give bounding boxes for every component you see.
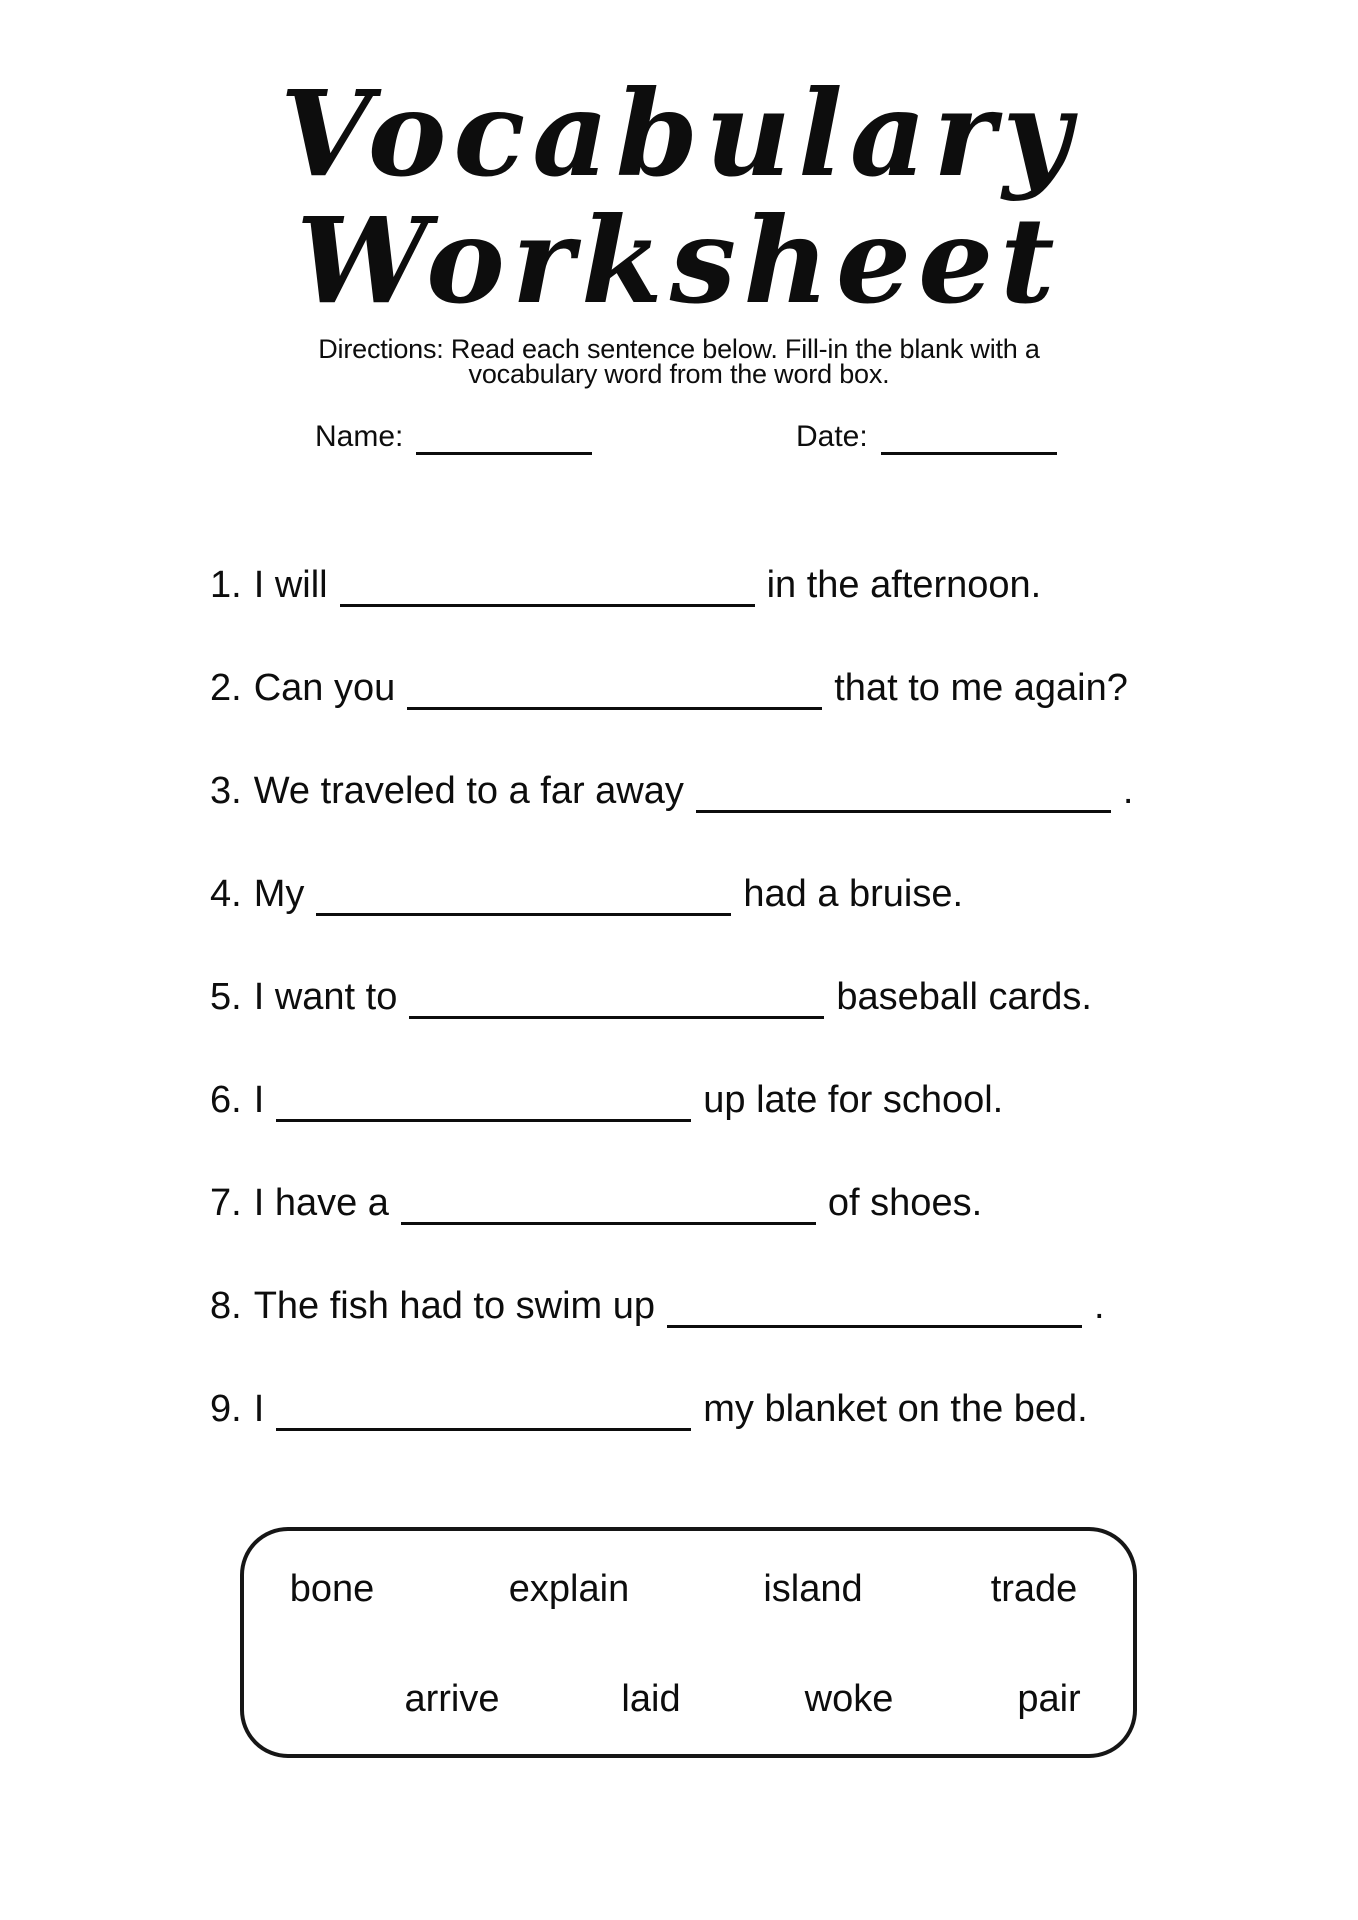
- sentence-text-after: that to me again?: [834, 667, 1128, 709]
- sentence-text-before: I want to: [253, 976, 398, 1018]
- answer-blank-1[interactable]: [340, 567, 755, 607]
- sentence-text-after: had a bruise.: [743, 873, 964, 915]
- sentence-text-before: I will: [253, 564, 328, 606]
- sentence-number: 3.: [210, 770, 242, 812]
- sentence-number: 1.: [210, 564, 242, 606]
- date-blank[interactable]: [881, 429, 1057, 455]
- word-box: [240, 1527, 1137, 1758]
- word-woke: woke: [804, 1678, 894, 1720]
- sentence-8: [210, 1255, 1358, 1358]
- sentence-number: 5.: [210, 976, 242, 1018]
- answer-blank-8[interactable]: [667, 1288, 1082, 1328]
- sentence-2: [210, 637, 1358, 740]
- answer-blank-7[interactable]: [401, 1185, 816, 1225]
- sentence-text-after: .: [1122, 770, 1134, 812]
- sentence-text-after: in the afternoon.: [766, 564, 1042, 606]
- title-line-2: Worksheet: [296, 191, 1062, 330]
- directions-line-2: vocabulary word from the word box.: [468, 359, 890, 389]
- sentence-text-after: of shoes.: [827, 1182, 983, 1224]
- sentence-5: [210, 946, 1358, 1049]
- sentence-9: [210, 1358, 1358, 1461]
- word-laid: laid: [621, 1678, 681, 1720]
- sentence-4: [210, 843, 1358, 946]
- sentence-number: 6.: [210, 1079, 242, 1121]
- sentence-6: [210, 1049, 1358, 1152]
- sentence-number: 7.: [210, 1182, 242, 1224]
- worksheet-title: [0, 64, 1358, 330]
- answer-blank-4[interactable]: [316, 876, 731, 916]
- word-trade: trade: [990, 1568, 1078, 1610]
- sentence-7: [210, 1152, 1358, 1255]
- answer-blank-6[interactable]: [276, 1082, 691, 1122]
- directions-line-1: Directions: Read each sentence below. Fill-in the blank with a: [318, 334, 1040, 364]
- sentence-text-before: I: [253, 1079, 265, 1121]
- sentence-number: 2.: [210, 667, 242, 709]
- sentence-text-after: my blanket on the bed.: [703, 1388, 1088, 1430]
- answer-blank-3[interactable]: [696, 773, 1111, 813]
- sentence-number: 4.: [210, 873, 242, 915]
- name-label: Name:: [315, 420, 404, 453]
- sentence-text-before: I: [253, 1388, 265, 1430]
- sentence-list: [210, 534, 1358, 1461]
- answer-blank-2[interactable]: [407, 670, 822, 710]
- sentence-3: [210, 740, 1358, 843]
- date-field: [796, 419, 1057, 455]
- sentence-number: 8.: [210, 1285, 242, 1327]
- answer-blank-9[interactable]: [276, 1391, 691, 1431]
- sentence-text-after: .: [1094, 1285, 1105, 1327]
- date-label: Date:: [796, 420, 868, 453]
- name-blank[interactable]: [416, 429, 592, 455]
- word-arrive: arrive: [404, 1678, 500, 1720]
- sentence-text-before: Can you: [253, 667, 396, 709]
- word-island: island: [763, 1568, 863, 1610]
- sentence-number: 9.: [210, 1388, 242, 1430]
- sentence-text-before: I have a: [253, 1182, 389, 1224]
- word-pair: pair: [1017, 1678, 1081, 1720]
- sentence-text-before: My: [253, 873, 305, 915]
- name-field: [315, 419, 592, 455]
- sentence-text-after: up late for school.: [703, 1079, 1004, 1121]
- word-explain: explain: [508, 1568, 630, 1610]
- title-line-1: Vocabulary: [279, 64, 1079, 203]
- word-bone: bone: [289, 1568, 375, 1610]
- sentence-text-after: baseball cards.: [836, 976, 1092, 1018]
- answer-blank-5[interactable]: [409, 979, 824, 1019]
- sentence-text-before: The fish had to swim up: [253, 1285, 656, 1327]
- directions-text: [0, 334, 1358, 389]
- sentence-text-before: We traveled to a far away: [253, 770, 684, 812]
- sentence-1: [210, 534, 1358, 637]
